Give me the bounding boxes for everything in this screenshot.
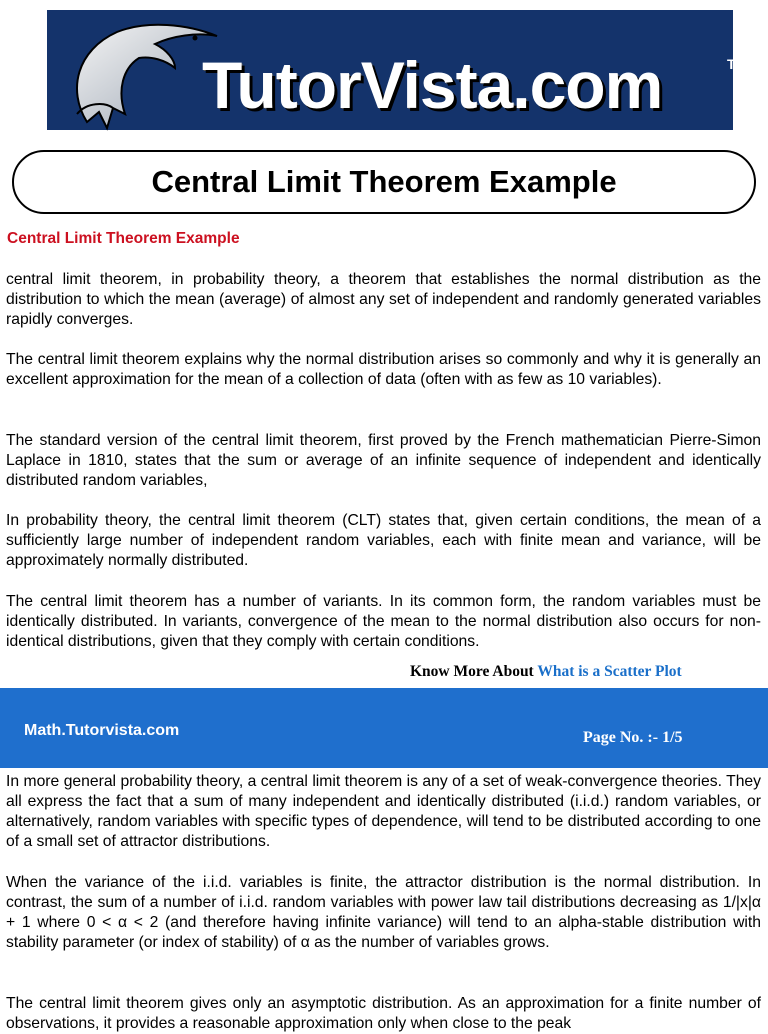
paragraph: central limit theorem, in probability theory, a theorem that establishes the normal distribution as the distribution to which the mean (average) of almost any set of independent and randomly generated variables rapidly converges.: [6, 271, 761, 328]
paragraph: The standard version of the central limit theorem, first proved by the French mathematician Pierre-Simon Laplace in 1810, states that the sum or average of an infinite sequence of independent and identically distributed random variables,: [6, 432, 761, 489]
paragraph: In more general probability theory, a central limit theorem is any of a set of weak-convergence theories. They all express the fact that a sum of many independent and identically distributed (i.i.d.) random variables, or alternatively, random variables with specific types of dependence, will tend to be distributed according to one of a small set of attractor distributions.: [6, 773, 761, 850]
page-number: Page No. :- 1/5: [583, 729, 683, 746]
paragraph: The central limit theorem explains why the normal distribution arises so commonly and why it is generally an excellent approximation for the mean of a collection of data (often with as few as 10 variables).: [6, 351, 761, 388]
tutorvista-logo: [47, 10, 748, 130]
know-more-line: [410, 663, 682, 681]
page-footer: [0, 688, 768, 768]
paragraph: When the variance of the i.i.d. variables is finite, the attractor distribution is the normal distribution. In contrast, the sum of a number of i.i.d. random variables with power law tail distributions decreasing as 1/|x|α + 1 where 0 < α < 2 (and therefore having infinite variance) will tend to an alpha-stable distribution with stability parameter (or index of stability) of α as the number of variables grows.: [6, 874, 761, 951]
scatter-plot-link[interactable]: What is a Scatter Plot: [537, 663, 682, 680]
footer-site-name: Math.Tutorvista.com: [24, 722, 180, 739]
page-title: Central Limit Theorem Example: [151, 164, 617, 199]
logo-trademark: TM: [727, 56, 748, 72]
section-heading: Central Limit Theorem Example: [7, 230, 240, 247]
paragraph: In probability theory, the central limit theorem (CLT) states that, given certain conditions, the mean of a sufficiently large number of independent random variables, each with finite mean and variance, will be approximately normally distributed.: [6, 512, 761, 569]
title-banner: [12, 150, 756, 214]
know-more-prefix: Know More About: [410, 663, 534, 680]
paragraph: The central limit theorem gives only an asymptotic distribution. As an approximation for a finite number of observations, it provides a reasonable approximation only when close to the peak: [6, 995, 761, 1032]
logo-wordmark: TutorVista.com: [202, 48, 663, 122]
paragraph: The central limit theorem has a number of variants. In its common form, the random variables must be identically distributed. In variants, convergence of the mean to the normal distribution also occurs for non-identical distributions, given that they comply with certain conditions.: [6, 593, 761, 650]
